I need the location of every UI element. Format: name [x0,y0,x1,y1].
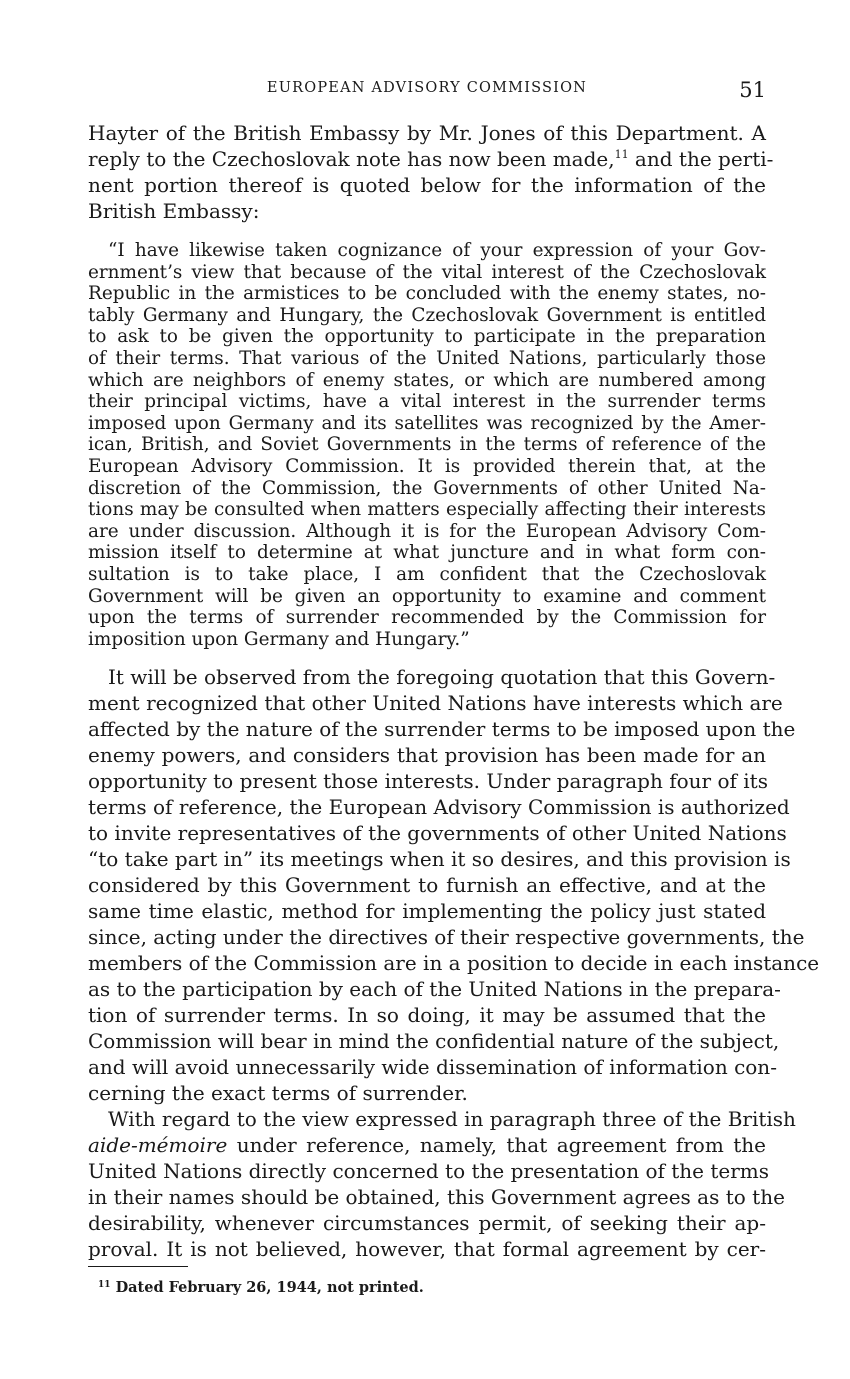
quote-line: European Advisory Commission. It is provided therein that, at the [88,455,766,477]
running-title: EUROPEAN ADVISORY COMMISSION [266,80,588,96]
text-line: terms of reference, the European Advisory Commission is authorized [88,795,790,820]
quote-line: Republic in the armistices to be concluded with the enemy states, no- [88,283,766,305]
paragraph-aide-memoire [88,1106,796,1262]
quote-line: imposed upon Germany and its satellites was recognized by the Amer- [88,412,766,434]
footnote [98,1279,424,1296]
block-quote [88,240,766,650]
text-line: same time elastic, method for implementing the policy just stated [88,899,766,924]
text-line: Commission will bear in mind the confidential nature of the subject, [88,1029,780,1054]
text-line: and will avoid unnecessarily wide dissemination of information con- [88,1055,777,1080]
text-line: ment recognized that other United Nations have interests which are [88,691,783,716]
quote-line: imposition upon Germany and Hungary.” [88,628,470,650]
text-line: desirability, whenever circumstances permit, of seeking their ap- [88,1211,766,1236]
text-line: affected by the nature of the surrender terms to be imposed upon the [88,717,796,742]
quote-line: mission itself to determine at what juncture and in what form con- [88,542,766,564]
text-line: Hayter of the British Embassy by Mr. Jones of this Department. A [88,121,766,145]
text-line: in their names should be obtained, this Government agrees as to the [88,1185,785,1210]
text-line: nent portion thereof is quoted below for the information of the [88,173,766,197]
italic-term: aide-mémoire [88,1133,228,1158]
page-number: 51 [739,78,766,102]
text-line: members of the Commission are in a position to decide in each instance [88,951,820,976]
quote-line: Government will be given an opportunity to examine and comment [88,585,766,607]
footnote-marker: 11 [98,1280,111,1290]
quote-line: ican, British, and Soviet Governments in the terms of reference of the [88,434,766,456]
text-line: enemy powers, and considers that provision has been made for an [88,743,766,768]
text-line: “to take part in” its meetings when it so desires, and this provision is [88,847,791,872]
paragraph-observation [88,664,820,1106]
quote-line: to ask to be given the opportunity to participate in the preparation [88,326,766,348]
quote-line: tions may be consulted when matters especially affecting their interests [88,499,766,521]
footnote-divider [88,1266,188,1267]
quote-line: which are neighbors of enemy states, or which are numbered among [88,369,766,391]
paragraph-intro [88,120,774,224]
text-fragment: under reference, namely, that agreement from the [227,1133,766,1158]
text-line [88,146,774,172]
text-fragment: and the perti- [628,147,774,171]
text-line [88,1132,766,1158]
text-line: since, acting under the directives of their respective governments, the [88,925,805,950]
text-line: considered by this Government to furnish an effective, and at the [88,873,766,898]
text-line: United Nations directly concerned to the presentation of the terms [88,1159,770,1184]
text-line: tion of surrender terms. In so doing, it may be assumed that the [88,1003,766,1028]
quote-line: of their terms. That various of the United Nations, particularly those [88,347,766,369]
quote-line: discretion of the Commission, the Governments of other United Na- [88,477,766,499]
footnote-text: Dated February 26, 1944, not printed. [110,1279,424,1296]
text-line: proval. It is not believed, however, that formal agreement by cer- [88,1237,766,1262]
quote-line: upon the terms of surrender recommended by the Commission for [88,607,766,629]
text-line: opportunity to present those interests. Under paragraph four of its [88,769,768,794]
text-fragment: reply to the Czechoslovak note has now been made, [88,147,615,171]
quote-line: tably Germany and Hungary, the Czechoslovak Government is entitled [88,304,766,326]
text-line: British Embassy: [88,199,260,223]
quote-line: their principal victims, have a vital interest in the surrender terms [88,391,766,413]
running-header [88,78,766,104]
quote-line: “I have likewise taken cognizance of your expression of your Gov- [108,240,766,261]
quote-line: are under discussion. Although it is for the European Advisory Com- [88,520,766,542]
text-line: to invite representatives of the governments of other United Nations [88,821,787,846]
text-line: cerning the exact terms of surrender. [88,1081,468,1106]
footnote-reference: 11 [614,148,629,161]
text-line: It will be observed from the foregoing quotation that this Govern- [108,665,776,690]
quote-line: sultation is to take place, I am confident that the Czechoslovak [88,563,766,585]
text-line: With regard to the view expressed in paragraph three of the British [108,1107,796,1132]
quote-line: ernment’s view that because of the vital interest of the Czechoslovak [88,261,766,283]
body-text [88,120,820,1262]
text-line: as to the participation by each of the United Nations in the prepara- [88,977,781,1002]
